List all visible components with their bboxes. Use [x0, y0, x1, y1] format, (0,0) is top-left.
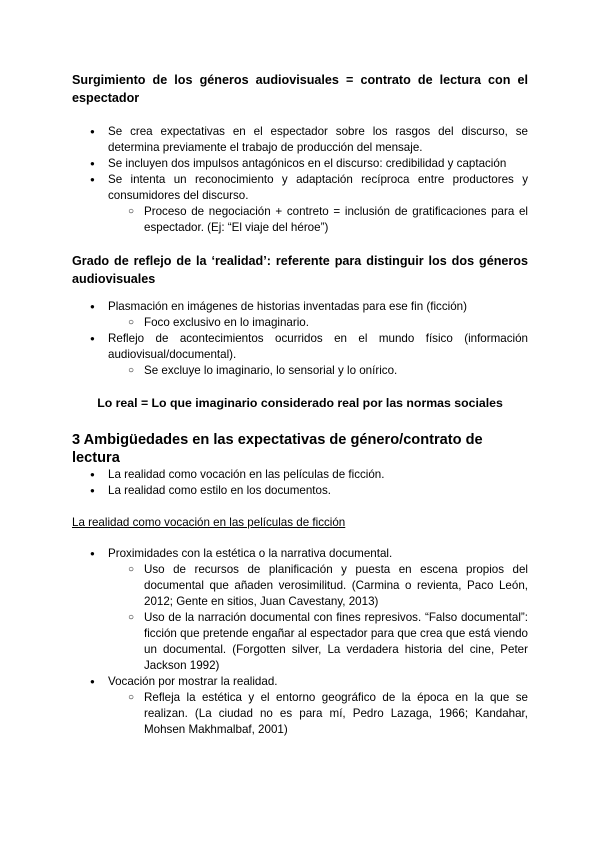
section1-bullet-2: ● Se incluyen dos impulsos antagónicos en el discurso: credibilidad y captación: [108, 156, 528, 172]
section1-subbullet: ○ Proceso de negociación + contreto = inclusión de gratificaciones para el espectador. (Ej: “El viaje del héroe”): [144, 204, 528, 236]
section2-subbullet-2: ○ Se excluye lo imaginario, lo sensorial y lo onírico.: [144, 363, 528, 379]
section3-subbullet-a1: ○ Uso de recursos de planificación y puesta en escena propios del documental que añaden verosimilitud. (Carmina o revienta, Paco León, 2012; Gente en sitios, Juan Cavestany, 2013): [144, 562, 528, 610]
section3-bullet-2: ● La realidad como estilo en los documentos.: [108, 483, 528, 499]
section2-subbullet-1: ○ Foco exclusivo en lo imaginario.: [144, 315, 528, 331]
section3-bullet-b: ● Vocación por mostrar la realidad.: [108, 674, 528, 690]
section3-bullet-a: ● Proximidades con la estética o la narrativa documental.: [108, 546, 528, 562]
section2-bullet-1: ● Plasmación en imágenes de historias inventadas para ese fin (ficción): [108, 299, 528, 315]
section2-bullet-2: ● Reflejo de acontecimientos ocurridos en el mundo físico (información audiovisual/documental).: [108, 331, 528, 363]
section1-bullet-1: ● Se crea expectativas en el espectador sobre los rasgos del discurso, se determina previamente el trabajo de producción del mensaje.: [108, 124, 528, 156]
section1-bullet-3: ● Se intenta un reconocimiento y adaptación recíproca entre productores y consumidores del discurso.: [108, 172, 528, 204]
section3-heading: 3 Ambigüedades en las expectativas de género/contrato de lectura: [72, 432, 483, 466]
section3-subbullet-a2: ○ Uso de la narración documental con fines represivos. “Falso documental”: ficción que pretende engañar al espectador para que crea que está viendo un documental. (Forgotten silver, La verdadera historia del cine, Peter Jackson 1992): [144, 610, 528, 674]
section3-bullet-1: ● La realidad como vocación en las películas de ficción.: [108, 467, 528, 483]
section3-subheading: La realidad como vocación en las películas de ficción: [72, 516, 346, 529]
section2-heading: Grado de reflejo de la ‘realidad’: referente para distinguir los dos géneros audiovisuales: [72, 254, 528, 286]
section2-statement: Lo real = Lo que imaginario considerado real por las normas sociales: [97, 396, 503, 410]
section1-heading: Surgimiento de los géneros audiovisuales = contrato de lectura con el espectador: [72, 73, 528, 105]
section3-subbullet-b: ○ Refleja la estética y el entorno geográfico de la época en la que se realizan. (La ciudad no es para mí, Pedro Lazaga, 1966; Kandahar, Mohsen Makhmalbaf, 2001): [144, 690, 528, 738]
